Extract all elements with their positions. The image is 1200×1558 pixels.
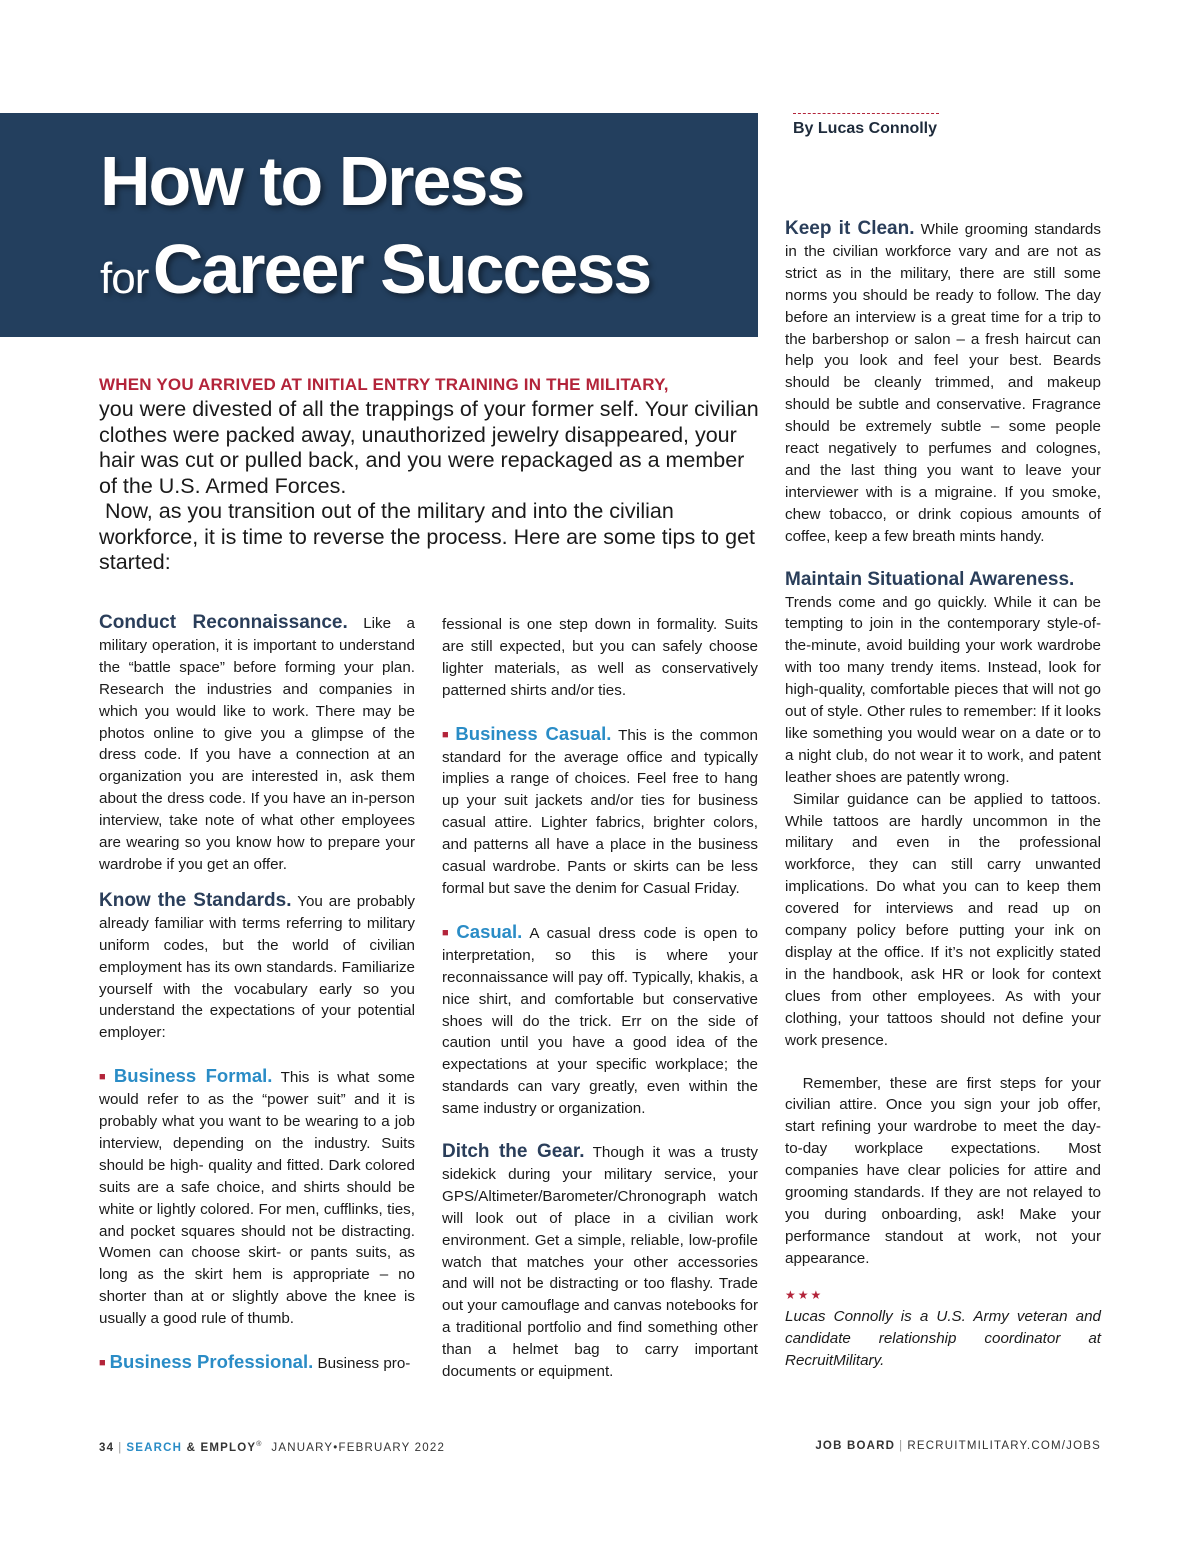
heading-business-formal: Business Formal.: [113, 1065, 273, 1087]
bullet-square-icon: ■: [99, 1357, 106, 1370]
section-casual: [442, 921, 758, 1120]
body-business-professional-start: Business pro-: [317, 1355, 411, 1373]
column-2: [442, 614, 758, 1383]
title-career-success: Career Success: [152, 230, 651, 308]
registered-mark: ®: [256, 1441, 263, 1448]
bullet-square-icon: ■: [442, 926, 453, 939]
body-business-professional-cont: fessional is one step down in formality. Suits are still expected, but you can safely choose lighter materials, as well as conservatively patterned shirts and/or ties.: [442, 616, 758, 699]
body-business-formal: This is what some would refer to as the “power suit” and it is probably what you want to be wearing to a job interview, depending on the industry. Suits should be high- quality and fitted. Dark colored suits are a safe choice, and shirts should be white or lightly colored. For men, cufflinks, ties, and pocket squares should not be distracting. Women can choose skirt- or pants suits, as long as the skirt hem is appropriate – no shorter than at or slightly above the knee is usually a good rule of thumb.: [99, 1069, 415, 1328]
intro: [99, 373, 763, 576]
body-gear: Though it was a trusty sidekick during your military service, your GPS/Altimeter/Barometer/Chronograph watch will look out of place in a civilian work environment. Get a simple, reliable, low-profile watch that matches your other accessories and will not be distracting or too flashy. Trade out your camouflage and canvas notebooks for a traditional portfolio and find something other than a helmet bag to carry important documents or equipment.: [442, 1144, 758, 1381]
bullet-square-icon: ■: [442, 728, 452, 741]
body-aware: Trends come and go quickly. While it can be tempting to join in the contemporary style-of-the-minute, avoid building your work wardrobe with too many trendy items. Instead, look for high-quality, comfortable pieces that will not go out of style. Other rules to remember: If it looks like something you would wear on a date or to a night club, do not wear it to work, and patent leather shoes are patently wrong.: [785, 593, 1101, 786]
title-for: for: [100, 254, 149, 303]
column-1: [99, 612, 415, 1375]
intro-lead-caps: WHEN YOU ARRIVED AT INITIAL ENTRY TRAINING IN THE MILITARY,: [99, 375, 669, 394]
bullet-square-icon: ■: [99, 1071, 110, 1084]
byline: By Lucas Connolly: [793, 120, 938, 137]
column-3: [785, 218, 1101, 1371]
footer-section: JOB BOARD: [815, 1440, 896, 1452]
page-number: 34: [99, 1442, 115, 1454]
intro-paragraph-1: you were divested of all the trappings of your former self. Your civilian clothes were packed away, unauthorized jewelry disappeared, your hair was cut or pulled back, and you were repackaged as a member of the U.S. Armed Forces.: [99, 397, 759, 498]
heading-business-casual: Business Casual.: [455, 722, 612, 744]
footer-url: RECRUITMILITARY.COM/JOBS: [907, 1440, 1101, 1452]
section-standards: [99, 890, 415, 1044]
footer-separator: |: [118, 1442, 123, 1454]
issue-date: JANUARY•FEBRUARY 2022: [271, 1442, 446, 1454]
page-title-line1: How to Dress: [100, 142, 524, 220]
section-business-casual: [442, 723, 758, 900]
heading-aware: Maintain Situational Awareness.: [785, 568, 1075, 590]
footer-left: [99, 1441, 445, 1454]
remember-paragraph: Remember, these are first steps for your civilian attire. Once you sign your job offer, start refining your wardrobe to meet the day-to-day workplace expectations. Most companies have clear policies for attire and grooming standards. If they are not relayed to you during onboarding, ask! Make your performance standout at work, not your appearance.: [785, 1074, 1101, 1267]
intro-paragraph-2: Now, as you transition out of the military and into the civilian workforce, it is time to reverse the process. Here are some tips to get started:: [99, 499, 756, 574]
footer-right: [815, 1440, 1101, 1452]
stars-icon: ★★★: [785, 1287, 824, 1302]
heading-gear: Ditch the Gear.: [442, 1141, 585, 1163]
section-recon: [99, 612, 415, 876]
heading-business-professional: Business Professional.: [109, 1351, 314, 1373]
magazine-name-a: SEARCH: [126, 1442, 183, 1454]
page-title-line2: [100, 224, 650, 334]
heading-standards: Know the Standards.: [99, 889, 292, 911]
section-gear: [442, 1141, 758, 1383]
heading-aware-line: [785, 569, 1101, 592]
section-clean: [785, 218, 1101, 548]
body-aware-2: Similar guidance can be applied to tattoos. While tattoos are hardly uncommon in the military and even in the professional workforce, they can still carry unwanted implications. Do what you can to keep them covered for interviews and read up on company policy before putting your ink on display at the office. If it’s not explicitly stated in the handbook, ask HR or look for context clues from other employees. As with your clothing, your tattoos should not define your work presence.: [785, 790, 1101, 1049]
body-standards: You are probably already familiar with terms referring to military uniform codes, but the world of civilian employment has its own standards. Familiarize yourself with the vocabulary early so you understand the expectations of your potential employer:: [99, 892, 415, 1042]
heading-casual: Casual.: [456, 920, 523, 942]
body-clean: While grooming standards in the civilian workforce vary and are not as strict as in the military, there are still some norms you should be ready to follow. The day before an interview is a great time for a trip to the barbershop or salon – a fresh haircut can help you look and feel your best. Beards should be cleanly trimmed, and makeup should be subtle and conservative. Fragrance should be extremely subtle – some people react negatively to perfumes and colognes, and the last thing you want to leave your interviewer with is a migraine. If you smoke, chew tobacco, or drink copious amounts of coffee, keep a few breath mints handy.: [785, 221, 1101, 545]
heading-recon: Conduct Reconnaissance.: [99, 612, 348, 633]
byline-rule: [793, 113, 939, 114]
author-bio: Lucas Connolly is a U.S. Army veteran and candidate relationship coordinator at RecruitMilitary.: [785, 1307, 1101, 1369]
body-casual: A casual dress code is open to interpretation, so this is where your reconnaissance will pay off. Typically, khakis, a nice shirt, and comfortable but conservative shoes will do the trick. Err on the side of caution until you have a good idea of the expectations at your specific workplace; the standards can vary greatly, even within the same industry or organization.: [442, 924, 758, 1118]
body-recon: Like a military operation, it is important to understand the “battle space” before forming your plan. Research the industries and companies in which you would like to work. There may be photos online to give you a glimpse of the dress code. If you have a connection at an organization you are interested in, ask them about the dress code. If you have an in-person interview, take note of what other employees are wearing so you know how to prepare your wardrobe if you get an offer.: [99, 615, 415, 873]
footer-separator: |: [899, 1440, 904, 1452]
heading-clean: Keep it Clean.: [785, 218, 915, 239]
section-business-formal: [99, 1065, 415, 1330]
body-business-casual: This is the common standard for the average office and typically implies a range of choices. Feel free to hang up your suit jackets and/or ties for business casual attire. Lighter fabrics, brighter colors, and patterns all have a place in the business casual wardrobe. Pants or skirts can be less formal but save the denim for Casual Friday.: [442, 726, 759, 897]
magazine-name-b: & EMPLOY: [186, 1442, 257, 1454]
section-business-professional: [99, 1351, 415, 1375]
